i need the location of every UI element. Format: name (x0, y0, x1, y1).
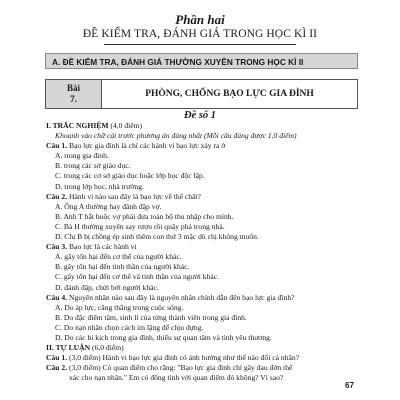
question-text: Bạo lực là các hành vi (69, 242, 137, 252)
option-3a: A. gây tổn hại đến cơ thể của người khác. (55, 252, 182, 262)
question-text: Bạo lực gia đình là chỉ các hành vi bạo lực xảy ra ở (69, 141, 226, 151)
option-1c: C. trong các cơ sở giáo dục hoặc lớp học độc lập. (55, 171, 205, 181)
lesson-title: PHÒNG, CHỐNG BẠO LỰC GIA ĐÌNH (145, 89, 314, 99)
question-label: Câu 2. (46, 191, 68, 201)
option-1b: B. trong các sở giáo dục. (55, 161, 131, 171)
option-2a: A. Ông A thường hay đánh đập vợ. (55, 201, 162, 211)
question-4 (46, 293, 362, 303)
essay-question-2-cont: xác cho nạn nhân." Em có đồng tình với quan điểm đó không? Vì sao? (69, 373, 284, 383)
option-4a: A. Do áp lực, căng thẳng trong cuộc sống. (55, 302, 184, 312)
option-3c: C. gây tổn hại đến cơ thể và tinh thần của người khác. (55, 272, 219, 282)
essay-question-1 (46, 353, 362, 363)
option-4d: D. Do các bi kịch trong gia đình, thiếu sự quan tâm và tình yêu thương. (55, 332, 272, 342)
question-label: Câu 4. (46, 292, 68, 302)
option-2c: C. Bà H thường xuyên say rượu rồi quậy phá trong nhà. (55, 221, 225, 231)
question-label: Câu 3. (46, 242, 68, 252)
option-1d: D. trong lớp học, nhà trường. (55, 181, 144, 191)
question-3 (46, 242, 362, 252)
main-title: ĐỀ KIỂM TRA, ĐÁNH GIÁ TRONG HỌC KÌ II (82, 28, 318, 40)
option-3b: B. gây tổn hại đến tinh thần của người khác. (55, 262, 190, 272)
part1-heading (46, 121, 362, 131)
question-text: Nguyên nhân nào sau đây là nguyên nhân chính dẫn đến bạo lực gia đình? (69, 292, 295, 302)
question-2 (46, 192, 362, 202)
section-heading: A. ĐỀ KIỂM TRA, ĐÁNH GIÁ THƯỜNG XUYÊN TRONG HỌC KÌ II (45, 53, 358, 69)
essay-question-2 (46, 363, 362, 373)
option-3d: D. đánh đập, chửi bới người khác. (55, 282, 159, 292)
part2-heading (46, 343, 362, 353)
exam-body (46, 121, 362, 383)
essay-label: Câu 1. (46, 353, 68, 363)
title-underline (104, 44, 296, 45)
page-number: 67 (345, 381, 354, 390)
part1-heading-text: I. TRẮC NGHIỆM (46, 121, 109, 130)
option-1a: A. trong gia đình. (55, 151, 109, 161)
part1-points: (4,0 điểm) (110, 121, 143, 130)
exam-title: Đề số 1 (183, 110, 217, 121)
question-text: Hành vi nào sau đây là bạo lực về thể chất? (69, 191, 201, 201)
part2-heading-text: II. TỰ LUẬN (46, 343, 91, 353)
essay-text: (3,0 điểm) Có quan điểm cho rằng: "Bạo lực gia đình chỉ gây đau đớn thể (69, 363, 293, 373)
part-title: Phần hai (175, 12, 225, 27)
option-4b: B. Do đặc điểm tâm, sinh lí của từng thành viên trong gia đình. (55, 312, 247, 322)
lesson-label: Bài (66, 83, 80, 93)
option-2d: D. Chị B bị chồng ép sinh thêm con thứ 3 mặc dù chị không muốn. (55, 232, 259, 242)
lesson-box (45, 79, 358, 109)
part2-points: (6,0 điểm) (92, 343, 124, 353)
essay-label: Câu 2. (46, 363, 68, 373)
option-4c: C. Do nạn nhân chọn cách im lặng để chịu đựng. (55, 322, 204, 332)
lesson-number-cell (46, 80, 102, 108)
part1-instruction: Khoanh vào chữ cái trước phương án đúng nhất (Mỗi câu đúng được 1,0 điểm) (55, 131, 297, 141)
option-2b: B. Anh T bắt buộc vợ phải đưa toàn bộ thu nhập cho mình. (55, 211, 234, 221)
question-1 (46, 141, 362, 151)
question-label: Câu 1. (46, 141, 68, 151)
lesson-number: 7. (70, 94, 77, 104)
essay-text: (3,0 điểm) Hành vi bạo lực gia đình có ảnh hưởng như thế nào đối cá nhân? (69, 353, 299, 363)
